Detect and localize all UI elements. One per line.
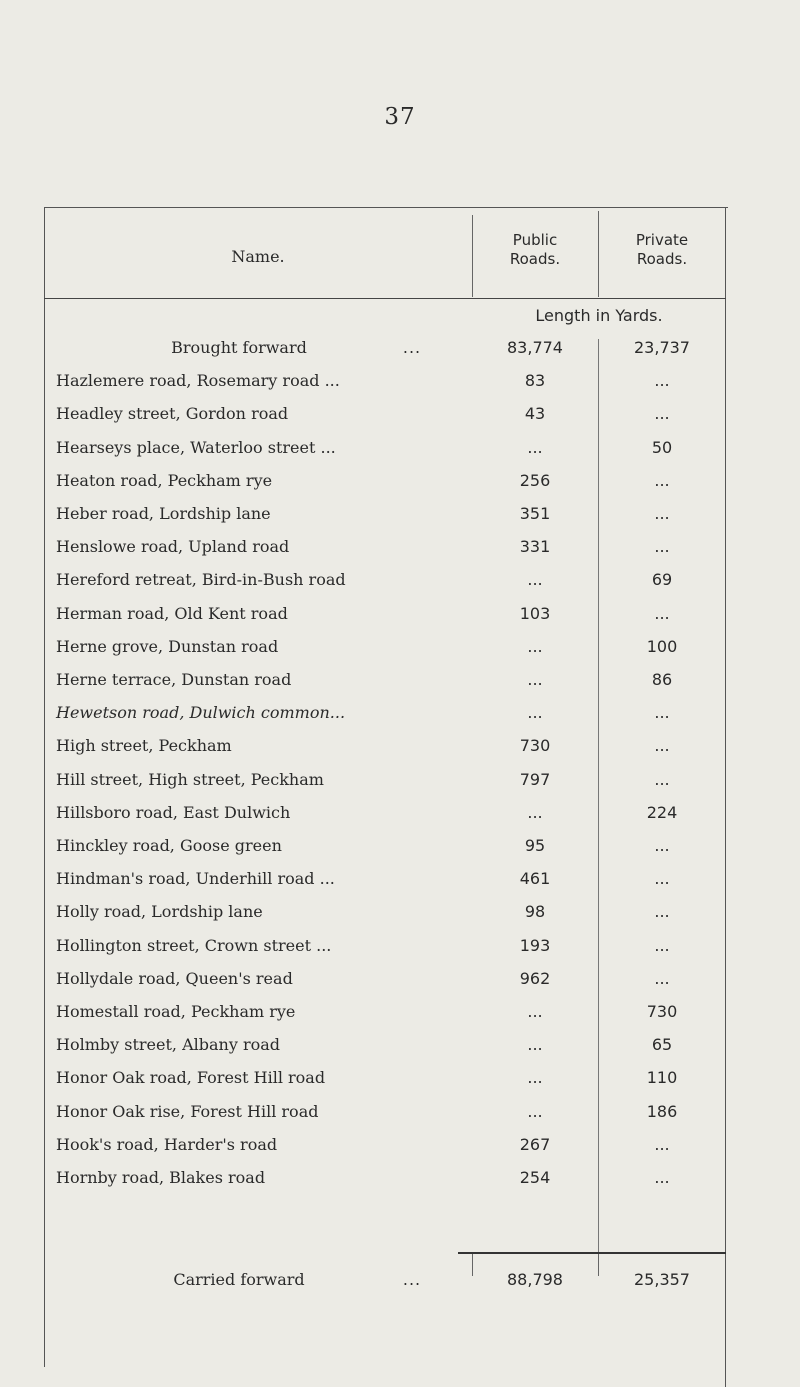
- table-top-rule: [44, 207, 728, 208]
- public-roads-value: 351: [519, 504, 551, 523]
- table-row: [44, 1130, 728, 1160]
- private-roads-value: ...: [654, 968, 670, 988]
- table-row: [44, 698, 728, 728]
- public-roads-value: 43: [524, 404, 546, 424]
- private-roads-value: 23,737: [634, 338, 690, 357]
- length-in-yards-label: Length in Yards.: [535, 306, 663, 325]
- table-row: [44, 798, 728, 828]
- total-public-value: 88,798: [507, 1270, 563, 1289]
- total-private-value: 25,357: [634, 1270, 690, 1289]
- private-roads-value: ...: [654, 703, 670, 723]
- header-private-roads: [598, 231, 726, 269]
- private-roads-value: ...: [654, 1168, 670, 1187]
- public-roads-value: ...: [527, 802, 543, 822]
- private-roads-value: ...: [654, 603, 670, 623]
- road-name: Herne terrace, Dunstan road: [56, 670, 292, 689]
- public-roads-value: ...: [527, 1068, 543, 1088]
- public-roads-value: 267: [519, 1134, 551, 1154]
- road-name: Holmby street, Albany road: [56, 1035, 281, 1055]
- header-public-line1: Public: [512, 231, 558, 249]
- table-row: [44, 665, 728, 695]
- header-private-line2: Roads.: [636, 250, 688, 268]
- road-name: Holly road, Lordship lane: [56, 902, 263, 922]
- public-roads-value: ...: [527, 1035, 543, 1055]
- private-roads-value: ...: [654, 504, 670, 523]
- private-roads-value: ...: [654, 902, 670, 922]
- public-roads-value: 103: [519, 603, 551, 623]
- table-row: [44, 433, 728, 463]
- private-roads-value: ...: [654, 537, 670, 557]
- public-roads-value: ...: [527, 703, 543, 723]
- road-name: Hereford retreat, Bird-in-Bush road: [56, 570, 346, 590]
- road-name: Hook's road, Harder's road: [56, 1134, 278, 1154]
- public-roads-value: 730: [519, 736, 551, 756]
- private-roads-value: 110: [646, 1068, 678, 1088]
- public-roads-value: 256: [519, 470, 551, 490]
- table-row: [44, 466, 728, 496]
- total-name: Carried forward: [173, 1270, 305, 1289]
- table-row: [44, 399, 728, 429]
- road-name: Headley street, Gordon road: [56, 404, 289, 424]
- private-roads-value: ...: [654, 869, 670, 889]
- road-name: Honor Oak rise, Forest Hill road: [56, 1101, 319, 1121]
- private-roads-value: 65: [651, 1035, 673, 1055]
- public-roads-value: 797: [519, 769, 551, 789]
- road-name: High street, Peckham: [56, 736, 232, 756]
- road-name: Heaton road, Peckham rye: [56, 470, 273, 490]
- private-roads-value: 50: [651, 437, 673, 457]
- road-name: Hollington street, Crown street ...: [56, 935, 332, 955]
- table-row: [44, 964, 728, 994]
- public-roads-value: ...: [527, 570, 543, 590]
- road-name: Hearseys place, Waterloo street ...: [56, 437, 336, 457]
- table-row: [44, 532, 728, 562]
- private-roads-value: 186: [646, 1101, 678, 1121]
- road-name: Hillsboro road, East Dulwich: [56, 802, 291, 822]
- private-roads-value: ...: [654, 836, 670, 855]
- public-roads-value: 331: [519, 537, 551, 557]
- private-roads-value: ...: [654, 769, 670, 789]
- table-row: [44, 632, 728, 662]
- private-roads-value: ...: [654, 736, 670, 756]
- public-roads-value: 98: [524, 902, 546, 922]
- table-row: [44, 1030, 728, 1060]
- table-row: [44, 1063, 728, 1093]
- public-roads-value: 83: [524, 371, 546, 391]
- header-private-line1: Private: [635, 231, 689, 249]
- road-name: Honor Oak road, Forest Hill road: [56, 1068, 326, 1088]
- road-name: Hornby road, Blakes road: [56, 1168, 266, 1187]
- road-name: Hinckley road, Goose green: [56, 836, 282, 855]
- leader-dots: ...: [402, 338, 422, 357]
- private-roads-value: 730: [646, 1002, 678, 1021]
- page-number: 37: [384, 104, 416, 130]
- table-row: [44, 931, 728, 961]
- private-roads-value: 100: [646, 636, 678, 656]
- road-name: Homestall road, Peckham rye: [56, 1002, 296, 1021]
- table-row: [44, 333, 728, 363]
- public-roads-value: ...: [527, 636, 543, 656]
- header-public-roads: [472, 231, 598, 269]
- header-public-line2: Roads.: [509, 250, 561, 268]
- roads-table: [44, 207, 728, 1385]
- header-name: Name.: [231, 247, 285, 266]
- private-roads-value: 224: [646, 802, 678, 822]
- table-row: [44, 499, 728, 529]
- table-row: [44, 1097, 728, 1127]
- public-roads-value: ...: [527, 670, 543, 689]
- private-roads-value: ...: [654, 470, 670, 490]
- road-name: Hindman's road, Underhill road ...: [56, 869, 335, 889]
- total-rule: [458, 1252, 726, 1254]
- private-roads-value: ...: [654, 404, 670, 424]
- public-roads-value: 254: [519, 1168, 551, 1187]
- table-row: [44, 731, 728, 761]
- table-row: [44, 997, 728, 1027]
- public-roads-value: 962: [519, 968, 551, 988]
- public-roads-value: 95: [524, 836, 546, 855]
- public-roads-value: 83,774: [507, 338, 563, 357]
- private-roads-value: 69: [651, 570, 673, 590]
- table-row: [44, 1163, 728, 1193]
- table-row: [44, 864, 728, 894]
- table-row: [44, 765, 728, 795]
- road-name: Herman road, Old Kent road: [56, 603, 288, 623]
- table-row: [44, 366, 728, 396]
- table-row: [44, 599, 728, 629]
- road-name: Hazlemere road, Rosemary road ...: [56, 371, 340, 391]
- total-row: [44, 1265, 728, 1295]
- public-roads-value: ...: [527, 1101, 543, 1121]
- table-row: [44, 897, 728, 927]
- total-leader-dots: ...: [402, 1270, 422, 1289]
- public-roads-value: 461: [519, 869, 551, 889]
- public-roads-value: ...: [527, 1002, 543, 1021]
- road-name: Hewetson road, Dulwich common...: [56, 703, 346, 723]
- road-name: Hollydale road, Queen's read: [56, 968, 293, 988]
- road-name: Hill street, High street, Peckham: [56, 769, 324, 789]
- table-row: [44, 565, 728, 595]
- road-name: Heber road, Lordship lane: [56, 504, 271, 523]
- table-row: [44, 831, 728, 861]
- road-name: Brought forward: [171, 338, 307, 357]
- private-roads-value: 86: [651, 670, 673, 689]
- road-name: Henslowe road, Upland road: [56, 537, 290, 557]
- road-name: Herne grove, Dunstan road: [56, 636, 279, 656]
- public-roads-value: 193: [519, 935, 551, 955]
- private-roads-value: ...: [654, 935, 670, 955]
- private-roads-value: ...: [654, 1134, 670, 1154]
- public-roads-value: ...: [527, 437, 543, 457]
- private-roads-value: ...: [654, 371, 670, 391]
- header-bottom-rule: [44, 298, 726, 299]
